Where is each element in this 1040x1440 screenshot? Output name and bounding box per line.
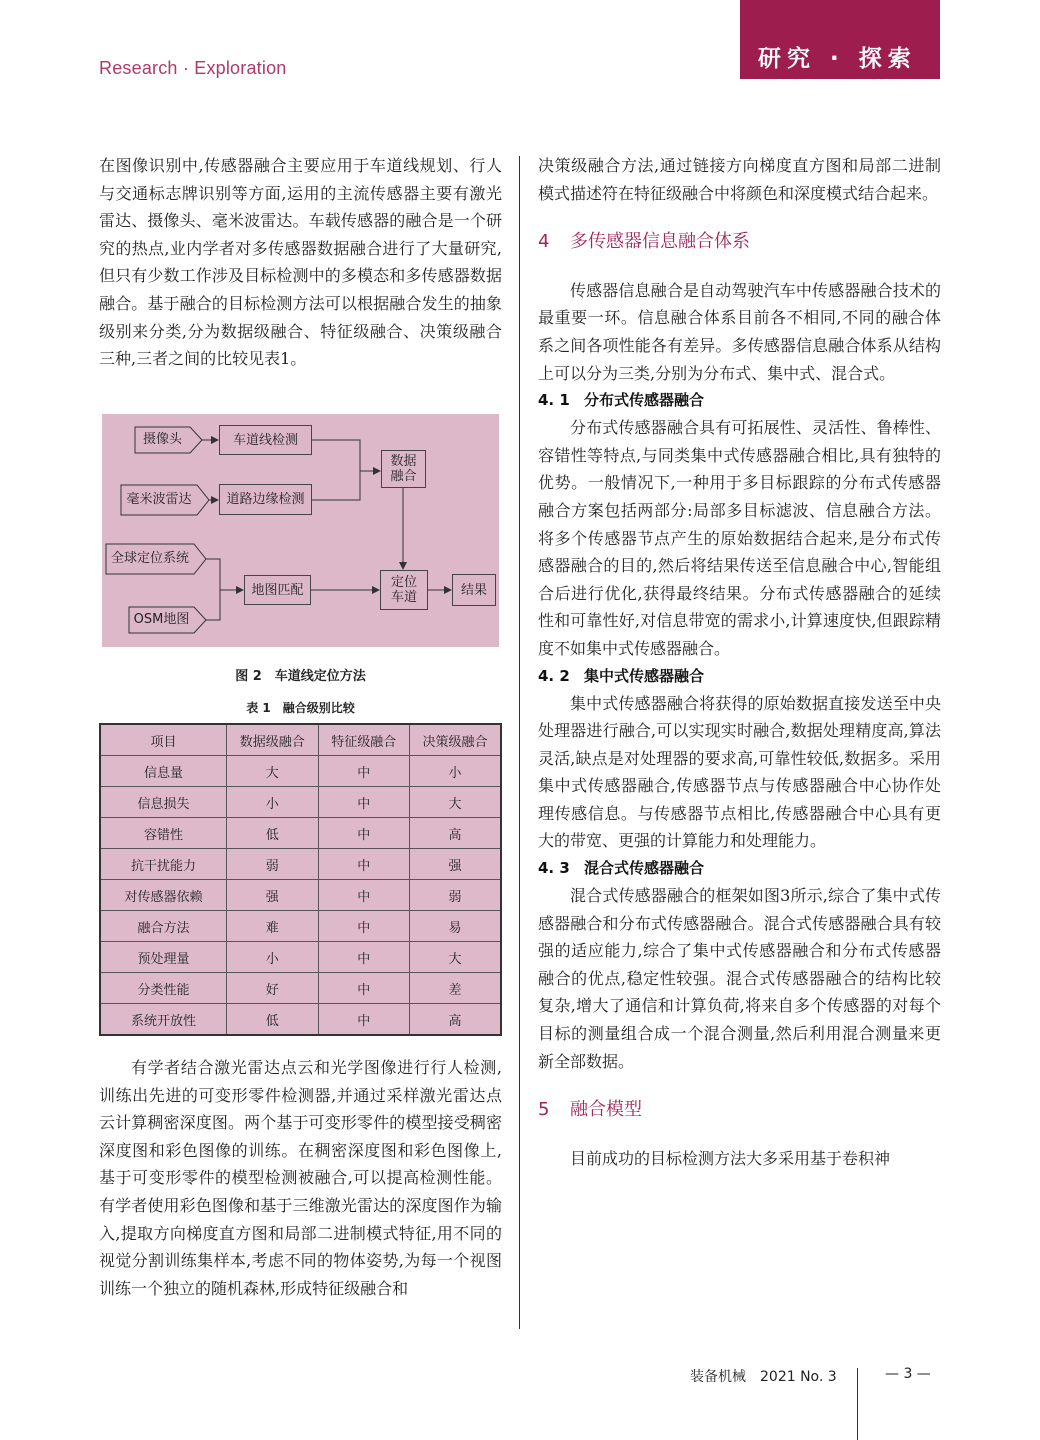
table-cell: 中 (318, 818, 410, 849)
table-row (100, 880, 501, 911)
node-data-fusion: 数据 融合 (381, 450, 426, 488)
table-cell: 中 (318, 911, 410, 942)
header-section-label: Research · Exploration (99, 58, 287, 78)
paragraph: 决策级融合方法,通过链接方向梯度直方图和局部二进制模式描述符在特征级融合中将颜色和深度模式结合起来。 (538, 156, 941, 203)
left-column-top (99, 152, 502, 373)
table-cell: 信息损失 (100, 787, 227, 818)
paragraph: 有学者结合激光雷达点云和光学图像进行行人检测,训练出先进的可变形零件检测器,并通过采样激光雷达点云计算稠密深度图。两个基于可变形零件的模型接受稠密深度图和彩色图像的训练。在稠密深度图和彩色图像上,基于可变形零件的模型检测被融合,可以提高检测性能。有学者使用彩色图像和基于三维激光雷达的深度图作为输入,提取方向梯度直方图和局部二进制模式特征,用不同的视觉分割训练集样本,考虑不同的物体姿势,为每一个视图训练一个独立的随机森林,形成特征级融合和 (99, 1058, 502, 1298)
header-badge-text: 研究 · 探索 (758, 46, 917, 72)
table-cell: 对传感器依赖 (100, 880, 227, 911)
section-5-heading: 5 融合模型 (538, 1099, 642, 1121)
table-cell: 中 (318, 973, 410, 1004)
table-header-cell: 决策级融合 (410, 724, 502, 756)
figure-2-diagram (102, 414, 499, 647)
table-cell: 中 (318, 849, 410, 880)
left-column-bottom (99, 1054, 502, 1302)
table-cell: 高 (410, 1004, 502, 1036)
table-cell: 容错性 (100, 818, 227, 849)
table-cell: 低 (227, 818, 319, 849)
paragraph: 目前成功的目标检测方法大多采用基于卷积神 (570, 1148, 891, 1168)
section-4-3-heading: 4. 3 混合式传感器融合 (538, 859, 705, 878)
table-cell: 分类性能 (100, 973, 227, 1004)
page-number: — 3 — (885, 1366, 931, 1382)
table-row (100, 818, 501, 849)
table-cell: 信息量 (100, 756, 227, 787)
section-4-2-heading: 4. 2 集中式传感器融合 (538, 666, 705, 685)
table-cell: 易 (410, 911, 502, 942)
table-header-cell: 数据级融合 (227, 724, 319, 756)
input-osm: OSM地图 (133, 612, 190, 627)
section-4-heading: 4 多传感器信息融合体系 (538, 231, 750, 253)
table-cell: 中 (318, 1004, 410, 1036)
paragraph: 混合式传感器融合的框架如图3所示,综合了集中式传感器融合和分布式传感器融合。混合式传感器融合具有较强的适应能力,综合了集中式传感器融合和分布式传感器融合的优点,稳定性较强。混合式传感器融合的结构比较复杂,增大了通信和计算负荷,将来自多个传感器的对每个目标的测量组合成一个混合测量,然后利用混合测量来更新全部数据。 (538, 886, 941, 1071)
table-cell: 难 (227, 911, 319, 942)
table-cell: 融合方法 (100, 911, 227, 942)
table-cell: 强 (410, 849, 502, 880)
table-cell: 系统开放性 (100, 1004, 227, 1036)
table-cell: 预处理量 (100, 942, 227, 973)
table-header-cell: 特征级融合 (318, 724, 410, 756)
table-cell: 强 (227, 880, 319, 911)
table-row (100, 849, 501, 880)
table-cell: 大 (227, 756, 319, 787)
node-map-matching: 地图匹配 (244, 575, 311, 605)
node-lane-detection: 车道线检测 (219, 425, 312, 455)
node-locate-lane: 定位 车道 (380, 570, 428, 610)
header-section-badge (740, 0, 940, 79)
figure-2-caption: 图 2 车道线定位方法 (235, 669, 366, 684)
table-cell: 弱 (410, 880, 502, 911)
table-cell: 抗干扰能力 (100, 849, 227, 880)
paragraph: 在图像识别中,传感器融合主要应用于车道线规划、行人与交通标志牌识别等方面,运用的主流传感器主要有激光雷达、摄像头、毫米波雷达。车载传感器的融合是一个研究的热点,业内学者对多传感器数据融合进行了大量研究,但只有少数工作涉及目标检测中的多模态和多传感器数据融合。基于融合的目标检测方法可以根据融合发生的抽象级别来分类,分为数据级融合、特征级融合、决策级融合三种,三者之间的比较见表1。 (99, 156, 502, 369)
input-radar: 毫米波雷达 (126, 492, 192, 507)
column-divider (519, 156, 520, 1329)
table-row (100, 911, 501, 942)
table-cell: 高 (410, 818, 502, 849)
paragraph: 分布式传感器融合具有可拓展性、灵活性、鲁棒性、容错性等特点,与同类集中式传感器融合相比,具有独特的优势。一般情况下,一种用于多目标跟踪的分布式传感器融合方案包括两部分:局部多目标滤波、信息融合方法。将多个传感器节点产生的原始数据结合起来,是分布式传感器融合的目的,然后将结果传送至信息融合中心,智能组合后进行优化,获得最终结果。分布式传感器融合的延续性和可靠性好,对信息带宽的需求小,计算速度快,但跟踪精度不如集中式传感器融合。 (538, 418, 941, 658)
table-cell: 小 (227, 787, 319, 818)
footer-journal: 装备机械 2021 No. 3 (690, 1369, 837, 1385)
table-row (100, 973, 501, 1004)
node-road-edge-detection: 道路边缘检测 (219, 484, 312, 515)
table-cell: 大 (410, 942, 502, 973)
table-cell: 小 (227, 942, 319, 973)
table-1-caption: 表 1 融合级别比较 (246, 701, 355, 715)
table-cell: 大 (410, 787, 502, 818)
paragraph: 集中式传感器融合将获得的原始数据直接发送至中央处理器进行融合,可以实现实时融合,数据处理精度高,算法灵活,缺点是对处理器的要求高,可靠性较低,数据多。采用集中式传感器融合,传感器节点与传感器融合中心协作处理传感信息。与传感器节点相比,传感器融合中心具有更大的带宽、更强的计算能力和处理能力。 (538, 693, 941, 851)
paragraph: 传感器信息融合是自动驾驶汽车中传感器融合技术的最重要一环。信息融合体系目前各不相同,不同的融合体系之间各项性能各有差异。多传感器信息融合体系从结构上可以分为三类,分别为分布式、集中式、混合式。 (538, 280, 941, 383)
right-column (538, 152, 941, 1172)
table-cell: 弱 (227, 849, 319, 880)
table-row (100, 1004, 501, 1036)
table-cell: 中 (318, 787, 410, 818)
table-cell: 中 (318, 942, 410, 973)
input-gps: 全球定位系统 (110, 551, 189, 566)
fusion-level-table (99, 723, 502, 1036)
table-row (100, 756, 501, 787)
section-4-1-heading: 4. 1 分布式传感器融合 (538, 391, 705, 410)
table-cell: 中 (318, 880, 410, 911)
table-row (100, 942, 501, 973)
table-cell: 中 (318, 756, 410, 787)
footer-divider (857, 1368, 858, 1440)
input-camera: 摄像头 (142, 432, 182, 447)
table-cell: 好 (227, 973, 319, 1004)
table-cell: 小 (410, 756, 502, 787)
table-cell: 低 (227, 1004, 319, 1036)
node-result: 结果 (452, 574, 496, 606)
table-header-cell: 项目 (100, 724, 227, 756)
table-header-row (100, 724, 501, 756)
table-row (100, 787, 501, 818)
table-cell: 差 (410, 973, 502, 1004)
